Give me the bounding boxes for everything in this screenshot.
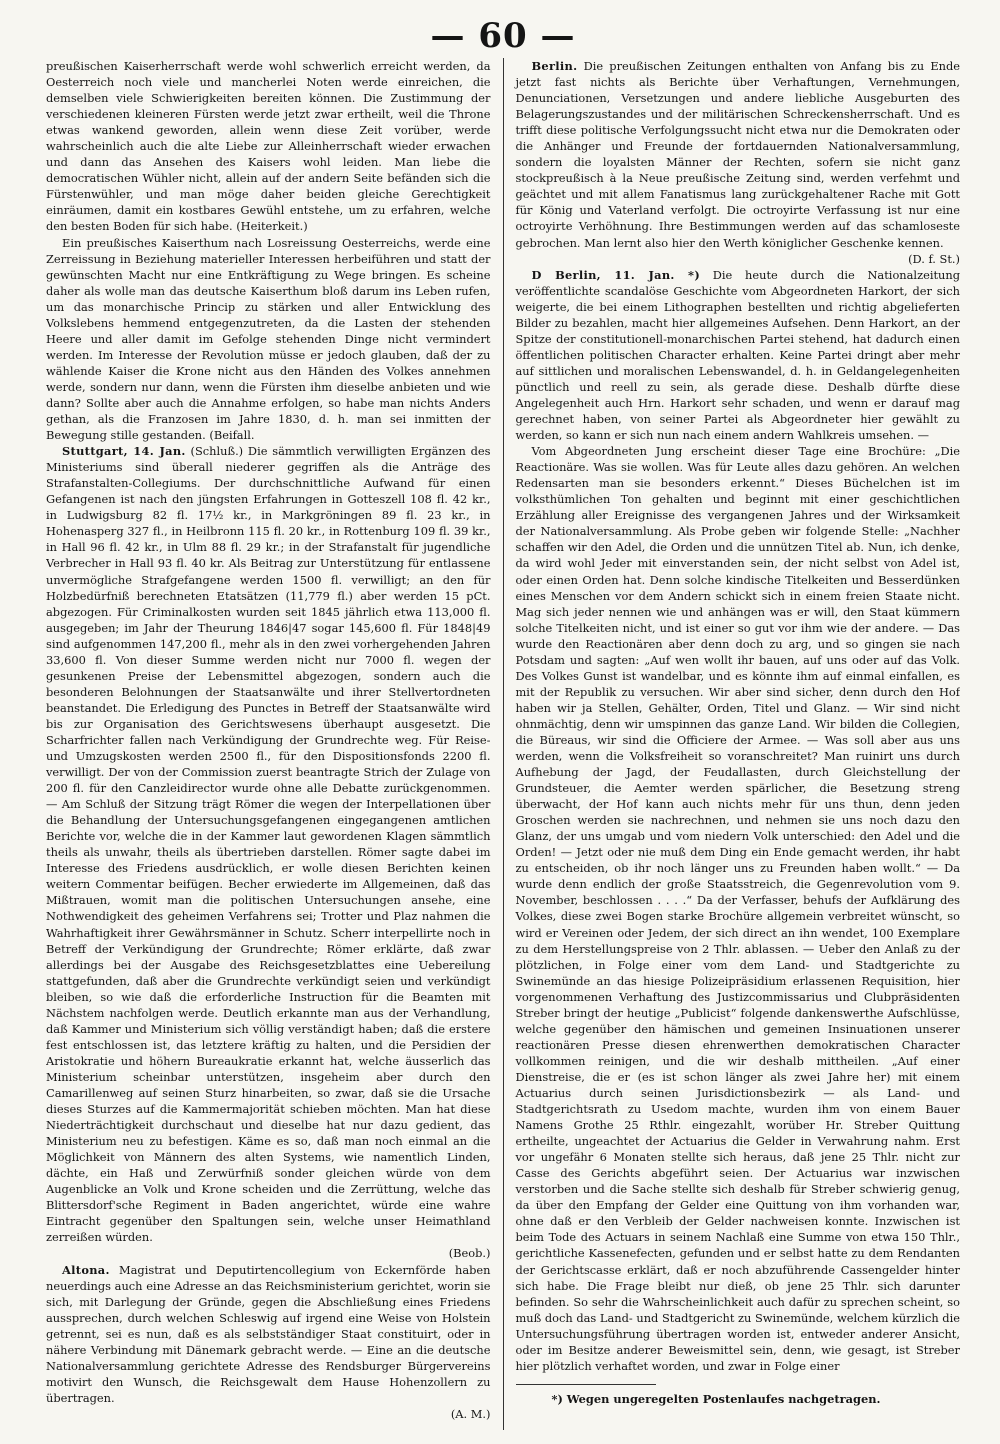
source-credit: (A. M.) <box>450 1406 491 1421</box>
footnote: *) Wegen ungeregelten Postenlaufes nachgetragen. <box>551 1391 881 1406</box>
article-text: Die heute durch die Nationalzeitung veröffentlichte scandalöse Geschichte vom Abgeordneten Harkort, der sich weigerte, die bei einem Lithographen bestellten und richtig abgelieferten Bilder zu bezahlen, macht hier allgemeines Aufsehen. Denn Harkort, an der Spitze der constitutionell-monarchischen Partei stehend, hat dadurch einen öffentlichen politischen Character erhalten. Keine Partei dringt aber mehr auf sittlichen und moralischen Lebenswandel, d. h. in Geldangelegenheiten pünctlich und reell zu sein, als gerade diese. Deshalb dürfte diese Angelegenheit auch Hrn. Harkort sehr schaden, und wenn er darauf mag gerechnet haben, von seiner Partei als Abgeordneter hier gewählt zu werden, so kann er sich nun nach einem andern Wahlkreis umsehen. — <box>515 267 960 443</box>
dateline: D Berlin, 11. Jan. *) <box>531 267 701 282</box>
dateline: Altona. <box>62 1262 110 1277</box>
article-berlin-2 <box>516 267 961 444</box>
article-text: (Schluß.) Die sämmtlich verwilligten Ergänzen des Ministeriums sind überall niederer gegriffen als die Anträge des Strafanstalten-Collegiums. Der durchschnittliche Aufwand für einen Gefangenen ist nach den jüngsten Erfahrungen in Gotteszell 108 fl. 42 kr., in Ludwigsburg 82 fl. 17½ kr., in Markgröningen 89 fl. 23 kr., in Hohenasperg 327 fl., in Heilbronn 115 fl. 20 kr., in Rottenburg 109 fl. 39 kr., in Hall 96 fl. 42 kr., in Ulm 88 fl. 29 kr.; in der Strafanstalt für jugendliche Verbrecher in Hall 93 fl. 40 kr. Als Beitrag zur Unterstützung für entlassene unvermögliche Strafgefangene werden 1500 fl. verwilligt; an den für Holzbedürfniß berechneten Etatsätzen (11,779 fl.) aber werden 15 pCt. abgezogen. Für Criminalkosten wurden seit 1845 jährlich etwa 113,000 fl. ausgegeben; im Jahr der Theurung 1846|47 sogar 145,600 fl. Für 1848|49 sind aufgenommen 147,200 fl., mehr als in den zwei vorhergehenden Jahren 33,600 fl. Von dieser Summe werden nicht nur 7000 fl. wegen der gesunkenen Preise der Lebensmittel abgezogen, sondern auch die besonderen Belohnungen der Staatsanwälte und ihrer Stellvertordneten beanstandet. Die Erledigung des Punctes in Betreff der Staatsanwälte wird bis zur Organisation des Gerichtswesens überhaupt ausgesetzt. Die Scharfrichter fallen nach Verkündigung der Grundrechte weg. Für Reise- und Umzugskosten werden 2500 fl., für den Dispositionsfonds 2200 fl. verwilligt. Der von der Commission zuerst beantragte Strich der Zulage von 200 fl. für den Canzleidirector wurde ohne alle Debatte zurückgenommen. — Am Schluß der Sitzung trägt Römer die wegen der Interpellationen über die Behandlung der Untersuchungsgefangenen eingegangenen amtlichen Berichte vor, welche die in der Kammer laut gewordenen Klagen sämmtlich theils als unwahr, theils als übertrieben darstellen. Römer sagte dabei im Interesse des Friedens ausdrücklich, er wolle diesen Berichten keinen weitern Commentar beifügen. Becher erwiederte im Allgemeinen, daß das Mißtrauen, womit man die politischen Untersuchungen ansehe, eine Nothwendigkeit des geheimen Verfahrens sei; Trotter und Plaz nahmen die Wahrhaftigkeit ihrer Gewährsmänner in Schutz. Scherr interpellirte noch in Betreff der Verkündigung der Grundrechte; Römer erklärte, daß zwar allerdings bei der Ausgabe des Reichsgesetzblattes eine Uebereilung stattgefunden, daß aber die Grundrechte verkündigt seien und verkündigt bleiben, so wie daß die erforderliche Instruction für die Beamten mit Nächstem nachfolgen werde. Deutlich erkannte man aus der Verhandlung, daß Kammer und Ministerium sich völlig verständigt haben; daß die erstere fest entschlossen ist, das letztere kräftig zu halten, und die Persidien der Aristokratie und höhern Bureaukratie erkannt hat, welche äusserlich das Ministerium scheinbar unterstützen, insgeheim aber durch den Camarillenweg auf seinen Sturz hinarbeiten, so zwar, daß sie die Ursache dieses Sturzes auf die Kammermajorität schieben möchten. Man hat diese Niederträchtigkeit durchschaut und dieselbe hat nur dazu gedient, das Ministerium neu zu befestigen. Käme es so, daß man noch einmal an die Möglichkeit von Männern des alten Systems, wie namentlich Linden, dächte, ein Haß und Zerwürfniß sonder gleichen würde von dem Augenblicke an Volk und Krone scheiden und die Zerrüttung, welche das Blittersdorf'sche Regiment in Baden angerichtet, würde eine wahre Eintracht gegenüber den Spaltungen sein, welche unser Heimathland zerreißen würden. <box>46 444 491 1245</box>
left-column <box>46 58 503 1430</box>
article-berlin <box>516 58 961 267</box>
dateline: Stuttgart, 14. Jan. <box>62 444 186 459</box>
source-credit: (D. f. St.) <box>908 251 960 266</box>
article-paragraph: Vom Abgeordneten Jung erscheint dieser Tage eine Brochüre: „Die Reactionäre. Was sie wollen. Was für Leute alles dazu gehören. An welchen Redensarten man sie besonders erkennt.“ Dieses Büchelchen ist im volksthümlichen Ton gehalten und beginnt mit einer geschichtlichen Erzählung aller Ereignisse des vergangenen Jahres und der Wirksamkeit der Nationalversammlung. Als Probe geben wir folgende Stelle: „Nachher schaffen wir den Adel, die Orden und die unnützen Titel ab. Nun, ich denke, da wird wohl Jeder mit einverstanden sein, der nicht selbst von Adel ist, oder einen Orden hat. Denn solche kindische Titelkeiten und Besserdünken eines Menschen vor dem Andern schickt sich in einem freien Staate nicht. Mag sich jeder nennen wie und anhängen was er will, den Staat kümmern solche Titelkeiten nicht, und ist einer so gut vor ihm wie der andere. — Das wurde den Reactionären aber denn doch zu arg, und so gingen sie nach Potsdam und sagten: „Auf wen wollt ihr bauen, auf uns oder auf das Volk. Des Volkes Gunst ist wandelbar, und es könnte ihm auf einmal einfallen, es mit der Republik zu versuchen. Wir aber sind sicher, denn durch den Hof haben wir ja Stellen, Gehälter, Orden, Titel und Glanz. — Wir sind nicht ohnmächtig, denn wir umspinnen das ganze Land. Wir bilden die Collegien, die Büreaus, wir sind die Officiere der Armee. — Was soll aber aus uns werden, wenn die Volksfreiheit so voranschreitet? Man ruinirt uns durch Aufhebung der Jagd, der Feudallasten, durch Gleichstellung der Grundsteuer, die Aemter werden spärlicher, die Besetzung streng überwacht, der Hof kann auch nichts mehr für uns thun, denn jeden Groschen werden sie nachrechnen, und nehmen sie uns noch dazu den Glanz, der uns umgab und vom niedern Volk unterschied: den Adel und die Orden! — Jetzt oder nie muß dem Ding ein Ende gemacht werden, ihr habt zu entscheiden, ob ihr noch länger uns zu Freunden haben wollt.“ — Da wurde denn endlich der große Staatsstreich, die Gegenrevolution vom 9. November, beschlossen . . . .“ Da der Verfasser, behufs der Aufklärung des Volkes, diese zwei Bogen starke Brochüre allgemein verbreitet wünscht, so wird er Vereinen oder Jedem, der sich direct an ihn wendet, 100 Exemplare zu dem Herstellungspreise von 2 Thlr. ablassen. — Ueber den Anlaß zu der plötzlichen, in Folge einer vom dem Land- und Stadtgerichte zu Swinemünde an das hiesige Polizeipräsidium erlassenen Requisition, hier vorgenommenen Verhaftung des Justizcommissarius und Clubpräsidenten Streber bringt der heutige „Publicist“ folgende dankenswerthe Aufschlüsse, welche gegenüber den hämischen und gemeinen Insinuationen unserer reactionären Presse diesen ehrenwerthen demokratischen Character vollkommen reinigen, und die wir deshalb mittheilen. „Auf einer Dienstreise, die er (es ist schon länger als zwei Jahre her) mit einem Actuarius durch seinen Jurisdictionsbezirk — als Land- und Stadtgerichtsrath zu Usedom machte, wurden ihm von einem Bauer Namens Grothe 25 Rthlr. eingezahlt, worüber Hr. Streber Quittung ertheilte, ungeachtet der Actuarius die Gelder in Verwahrung nahm. Erst vor ungefähr 6 Monaten stellte sich heraus, daß jene 25 Thlr. nicht zur Casse des Gerichts abgeführt seien. Der Actuarius war inzwischen verstorben und die Sache stellte sich deshalb für Streber schwierig genug, da über den Empfang der Gelder eine Quittung von ihm vorhanden war, ohne daß er den Verbleib der Gelder nachweisen konnte. Inzwischen ist beim Tode des Actuars in seinem Nachlaß eine Summe von etwa 150 Thlr., gerichtliche Kassenefecten, gefunden und er selbst hatte zu dem Rendanten der Gerichtscasse erklärt, daß er noch abzuführende Cassengelder hinter sich habe. Die Frage bleibt nur dieß, ob jene 25 Thlr. sich darunter befinden. So sehr die Wahrscheinlichkeit auch dafür zu sprechen scheint, so muß doch das Land- und Stadtgericht zu Swinemünde, welchem kürzlich die Untersuchungsführung übertragen worden ist, entweder anderer Ansicht, oder im Besitze anderer Beweismittel sein, denn, wie gesagt, ist Streber hier plötzlich verhaftet worden, und zwar in Folge einer <box>515 444 960 1373</box>
right-column <box>504 58 961 1430</box>
article-text: Magistrat und Deputirtencollegium von Eckernförde haben neuerdings auch eine Adresse an das Reichsministerium gerichtet, worin sie sich, mit Darlegung der Gründe, gegen die Abschließung eines Friedens aussprechen, durch welchen Schleswig auf irgend eine Weise von Holstein getrennt, sei es nun, daß es als selbstständiger Staat constituirt, oder in nähere Verbindung mit Dänemark gebracht werde. — Eine an die deutsche Nationalversammlung gerichtete Adresse des Rendsburger Bürgervereins motivirt den Wunsch, die Reichsgewalt dem Hause Hohenzollern zu übertragen. <box>46 1262 491 1405</box>
dateline: Berlin. <box>531 59 578 73</box>
article-paragraph: preußischen Kaiserherrschaft werde wohl schwerlich erreicht werden, da Oesterreich noch viele und mancherlei Noten werde einreichen, die demselben viele Schwierigkeiten bereiten können. Die Zustimmung der verschiedenen kleineren Fürsten werde jetzt zwar ertheilt, weil die Throne etwas wankend geworden, allein wenn diese Zeit vorüber, werde wahrscheinlich auch die alte Liebe zur Alleinherrschaft wieder erwachen und dann das Ansehen des Kaisers wohl leiden. Man liebe die democratischen Wühler nicht, allein auf der andern Seite befänden sich die Fürstenwühler, und man möge daher beiden gleiche Gerechtigkeit einräumen, damit ein kostbares Gewühl entstehe, um zu erfahren, welche den besten Boden für sich habe. (Heiterkeit.) <box>46 59 491 234</box>
footnote-rule <box>516 1384 656 1385</box>
article-altona <box>46 1262 491 1422</box>
two-column-body <box>46 58 960 1430</box>
article-stuttgart <box>46 443 491 1261</box>
page-header <box>46 16 960 58</box>
article-text: Die preußischen Zeitungen enthalten von Anfang bis zu Ende jetzt fast nichts als Berichte über Verhaftungen, Vernehmungen, Denunciationen, Versetzungen und andere liebliche Ausgeburten des Belagerungszustandes und der militärischen Schreckensherrschaft. Und es trifft diese politische Verfolgungssucht nicht etwa nur die Demokraten oder die Anhänger und Freunde der fortdauernden Nationalversammlung, sondern die loyalsten Männer der Rechten, sofern sie nicht ganz stockpreußisch à la Neue preußische Zeitung sind, werden verfehmt und geächtet und mit allem Fanatismus lang zurückgehaltener Rache mit Gott für König und Vaterland verfolgt. Die octroyirte Verfassung ist nur eine octroyirte Verhöhnung. Ihre Bestimmungen werden auf das schamloseste gebrochen. Man lernt also hier den Werth königlicher Geschenke kennen. <box>515 59 960 250</box>
page-number: — 60 — <box>430 16 576 56</box>
source-credit: (Beob.) <box>448 1246 491 1261</box>
article-paragraph: Ein preußisches Kaiserthum nach Losreissung Oesterreichs, werde eine Zerreissung in Beziehung materieller Interessen herbeiführen und statt der gewünschten Macht nur eine Entkräftigung zu Wege bringen. Es scheine daher als wolle man das deutsche Kaiserthum bloß darum ins Leben rufen, um das monarchische Princip zu stärken und aller Entwicklung des Volkslebens hemmend entgegenzutreten, da die Lasten der stehenden Heere und aller damit im Gefolge stehenden Dinge nicht vermindert werden. Im Interesse der Revolution müsse er jedoch glauben, daß der zu wählende Kaiser die Krone nicht aus den Händen des Volkes annehmen werde, sondern nur dann, wenn die Fürsten ihm dieselbe anbieten und wie dann? Sollte aber auch die Annahme erfolgen, so habe man nichts Anders gethan, als die Franzosen im Jahre 1830, d. h. man sei inmitten der Bewegung stille gestanden. (Beifall. <box>46 235 491 443</box>
